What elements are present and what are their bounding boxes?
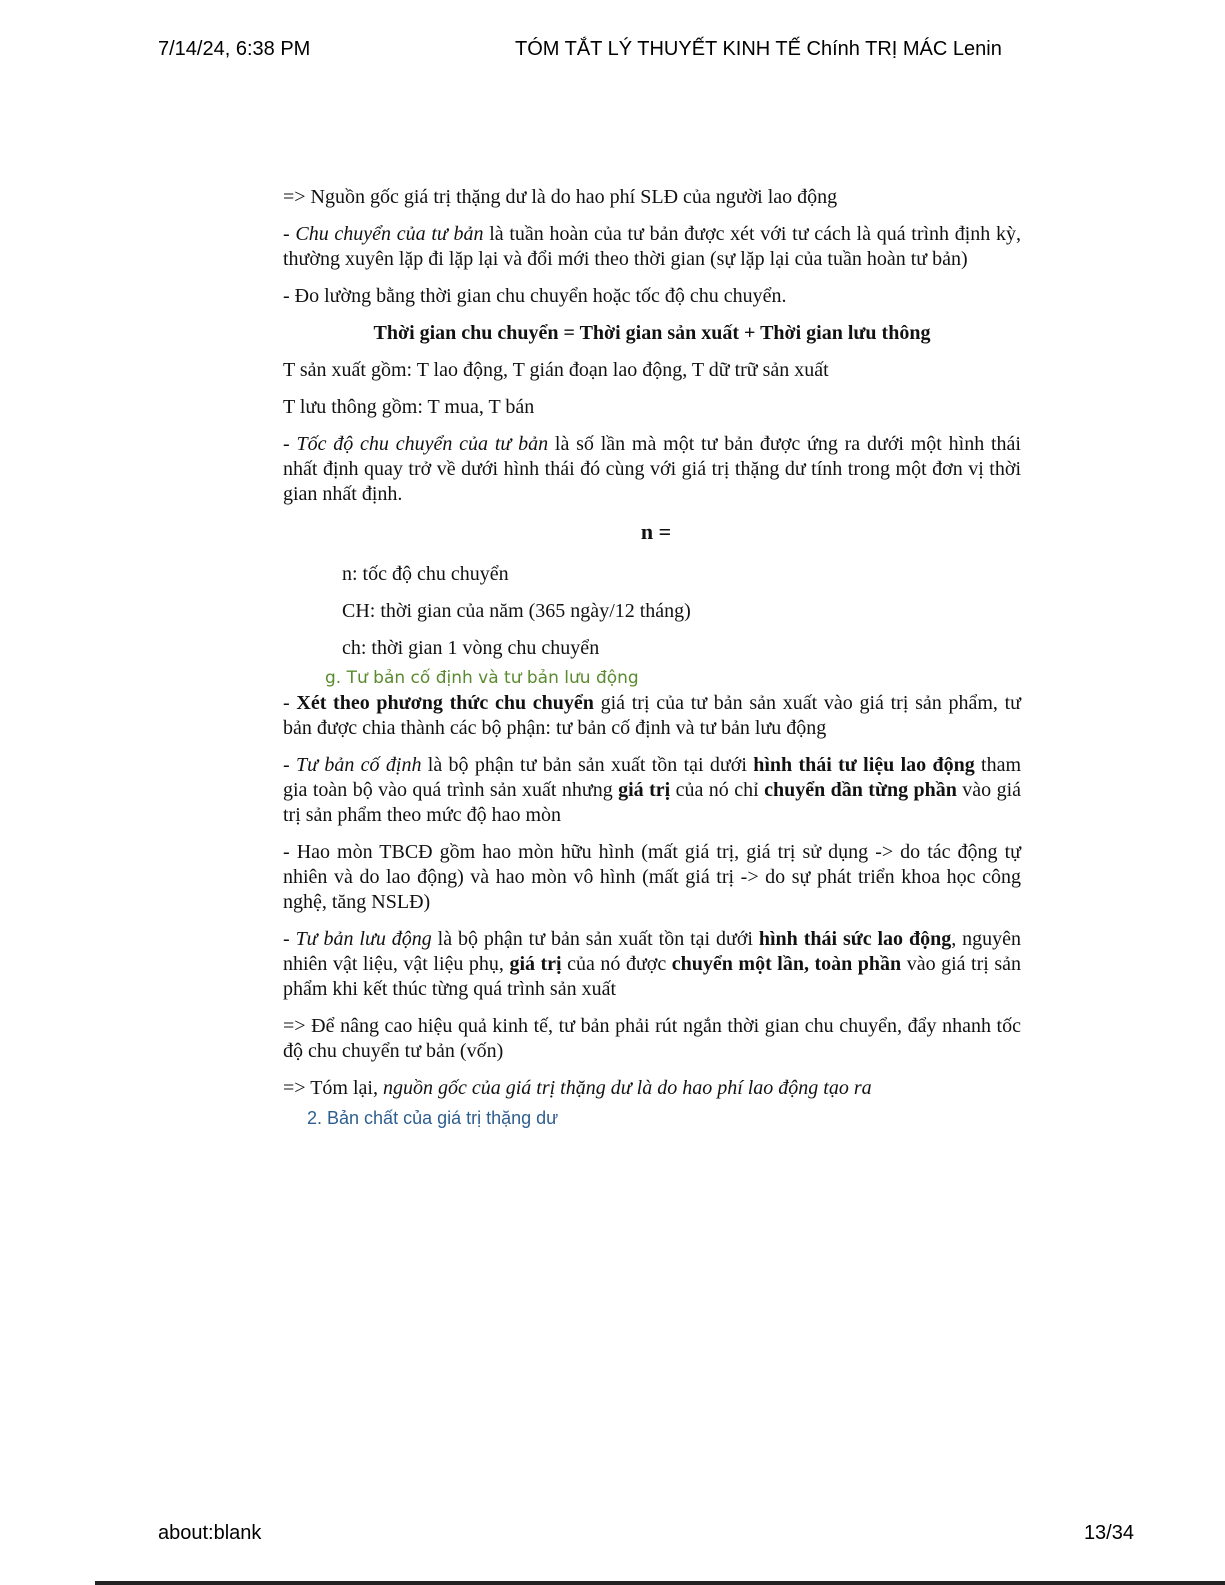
formula-turnover-time: Thời gian chu chuyển = Thời gian sản xuất + Thời gian lưu thông: [373, 322, 931, 344]
definition-CH: CH: thời gian của năm (365 ngày/12 tháng): [342, 600, 691, 622]
text: vào giá trị sản phẩm khi kết thúc từng quá trình sản xuất: [283, 953, 1022, 1000]
emphasis: hình thái sức lao động: [758, 928, 952, 950]
emphasis: giá trị: [509, 953, 562, 975]
text: tham gia toàn bộ vào quá trình sản xuất nhưng: [283, 754, 1022, 801]
text: là bộ phận tư bản sản xuất tồn tại dưới: [431, 928, 759, 950]
section-heading-2: 2. Bản chất của giá trị thặng dư: [307, 1108, 559, 1128]
text: giá trị của tư bản sản xuất vào giá trị sản phẩm, tư bản được chia thành các bộ phận: tư bản cố định và tư bản lưu động: [283, 692, 1021, 739]
text: của nó được: [561, 953, 672, 975]
paragraph-summary: [283, 1076, 1021, 1101]
print-datetime: 7/14/24, 6:38 PM: [158, 38, 311, 60]
summary-emphasis: nguồn gốc của giá trị thặng dư là do hao phí lao động tạo ra: [382, 1077, 872, 1099]
paragraph-production-time: T sản xuất gồm: T lao động, T gián đoạn lao động, T dữ trữ sản xuất: [283, 359, 829, 381]
text: là bộ phận tư bản sản xuất tồn tại dưới: [421, 754, 754, 776]
paragraph-measurement: - Đo lường bằng thời gian chu chuyển hoặc tốc độ chu chuyển.: [283, 285, 787, 307]
paragraph-fixed-capital: - Tư bản cố định là bộ phận tư bản sản xuất tồn tại dưới hình thái tư liệu lao động tham gia toàn bộ vào quá trình sản xuất nhưng giá trị của nó chỉ chuyển dần từng phần vào giá trị sản phẩm theo mức độ hao mòn: [283, 754, 1022, 826]
paragraph-source-surplus: => Nguồn gốc giá trị thặng dư là do hao phí SLĐ của người lao động: [283, 186, 838, 208]
term-turnover: Chu chuyển của tư bản: [295, 223, 484, 245]
paragraph-efficiency: => Để nâng cao hiệu quả kinh tế, tư bản phải rút ngắn thời gian chu chuyển, đẩy nhanh tốc độ chu chuyển tư bản (vốn): [283, 1015, 1021, 1062]
page-url: about:blank: [158, 1522, 262, 1544]
definition-n: n: tốc độ chu chuyển: [342, 563, 509, 585]
text: của nó chỉ: [670, 779, 765, 801]
section-heading-g: g. Tư bản cố định và tư bản lưu động: [325, 668, 639, 688]
paragraph-depreciation: - Hao mòn TBCĐ gồm hao mòn hữu hình (mất giá trị, giá trị sử dụng -> do tác động tự nhiên và do lao động) và hao mòn vô hình (mất giá trị -> do sự phát triển khoa học công nghệ, tăng NSLĐ): [283, 841, 1021, 913]
emphasis: chuyển dần từng phần: [764, 779, 957, 801]
document-title: TÓM TẮT LÝ THUYẾT KINH TẾ Chính TRỊ MÁC Lenin: [515, 38, 1002, 60]
paragraph-turnover-speed: - Tốc độ chu chuyển của tư bản là số lần mà một tư bản được ứng ra dưới một hình thái nhất định quay trở về dưới hình thái đó cùng với giá trị thặng dư tính trong một đơn vị thời gian nhất định.: [283, 433, 1021, 505]
paragraph-circulating-capital: - Tư bản lưu động là bộ phận tư bản sản xuất tồn tại dưới hình thái sức lao động, nguyên nhiên vật liệu, vật liệu phụ, giá trị của nó được chuyển một lần, toàn phần vào giá trị sản phẩm khi kết thúc từng quá trình sản xuất: [283, 928, 1022, 1000]
text: vào giá trị sản phẩm theo mức độ hao mòn: [283, 779, 1022, 826]
paragraph-classification: - Xét theo phương thức chu chuyển giá trị của tư bản sản xuất vào giá trị sản phẩm, tư bản được chia thành các bộ phận: tư bản cố định và tư bản lưu động: [283, 692, 1021, 739]
term-by-turnover: Xét theo phương thức chu chuyển: [296, 692, 594, 714]
text: , nguyên nhiên vật liệu, vật liệu phụ,: [283, 928, 1021, 975]
text: => Tóm lại,: [283, 1077, 383, 1099]
emphasis: chuyển một lần, toàn phần: [671, 953, 902, 975]
text: là tuần hoàn của tư bản được xét với tư cách là quá trình định kỳ, thường xuyên lặp đi lặp lại và đổi mới theo thời gian (sự lặp lại của tuần hoàn tư bản): [283, 223, 1022, 270]
emphasis: hình thái tư liệu lao động: [753, 754, 975, 776]
page-number: 13/34: [1083, 1522, 1134, 1544]
paragraph-circulation-time: T lưu thông gồm: T mua, T bán: [283, 396, 535, 418]
paragraph-turnover-definition: - Chu chuyển của tư bản là tuần hoàn của tư bản được xét với tư cách là quá trình định kỳ, thường xuyên lặp đi lặp lại và đổi mới theo thời gian (sự lặp lại của tuần hoàn tư bản): [283, 223, 1022, 270]
formula-n: n =: [640, 519, 672, 544]
definition-ch: ch: thời gian 1 vòng chu chuyển: [342, 637, 600, 659]
page-content: [283, 185, 1021, 1129]
term-circulating-capital: Tư bản lưu động: [295, 928, 432, 950]
term-fixed-capital: Tư bản cố định: [296, 754, 422, 776]
bottom-divider: [95, 1581, 1225, 1585]
text: là số lần mà một tư bản được ứng ra dưới một hình thái nhất định quay trở về dưới hình thái đó cùng với giá trị thặng dư tính trong một đơn vị thời gian nhất định.: [283, 433, 1021, 505]
emphasis: giá trị: [618, 779, 671, 801]
term-turnover-speed: Tốc độ chu chuyển của tư bản: [296, 433, 549, 455]
